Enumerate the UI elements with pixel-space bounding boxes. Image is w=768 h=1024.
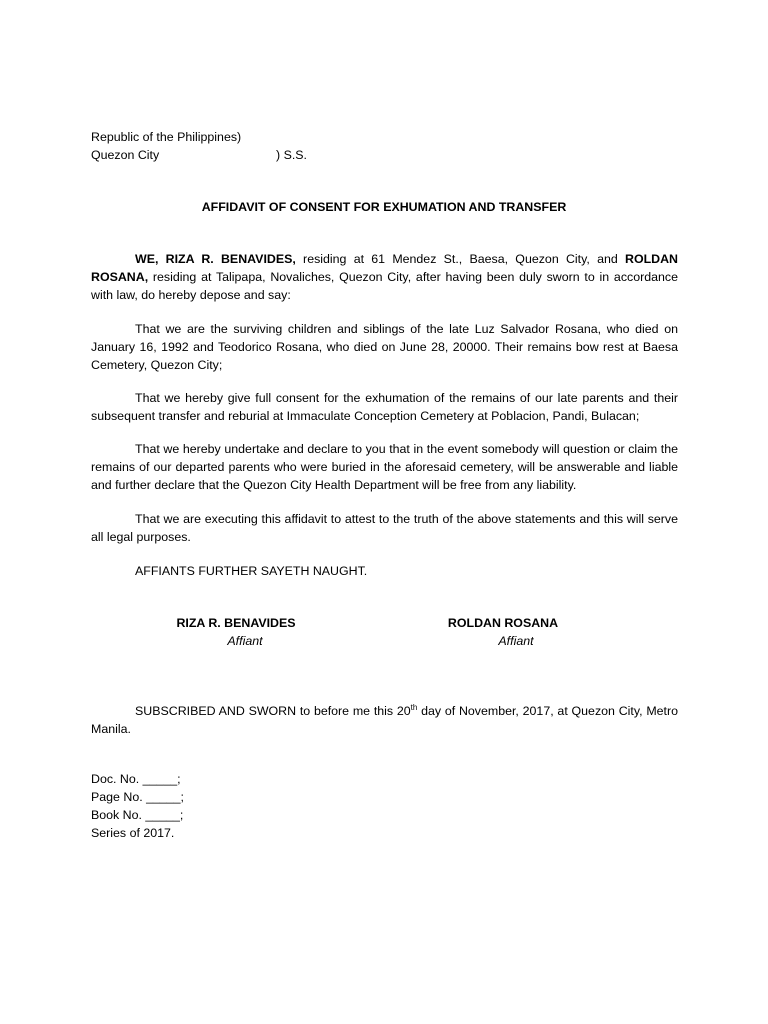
page-no: Page No. _____; — [91, 790, 185, 804]
signatory-2-name: ROLDAN ROSANA — [447, 616, 559, 630]
signatory-2-role: Affiant — [498, 634, 534, 648]
signatory-1-role: Affiant — [227, 634, 263, 648]
paragraph-1-text: That we are the surviving children and siblings of the late Luz Salvador Rosana, who died on January 16, 1992 and Teodorico Rosana, who died on June 28, 20000. Their remains bow rest at Baesa Cemetery, Quezon City; — [91, 322, 678, 372]
affiant-1-inline: WE, RIZA R. BENAVIDES, — [135, 252, 296, 266]
document-title: AFFIDAVIT OF CONSENT FOR EXHUMATION AND TRANSFER — [201, 200, 567, 214]
closing-statement: AFFIANTS FURTHER SAYETH NAUGHT. — [135, 564, 368, 578]
venue-line-1: Republic of the Philippines) — [91, 130, 242, 144]
book-no: Book No. _____; — [91, 808, 184, 822]
intro-paragraph — [91, 250, 678, 304]
paragraph-3-text: That we hereby undertake and declare to you that in the event somebody will question or claim the remains of our departed parents who were buried in the aforesaid cemetery, will be answerable and liable and further declare that the Quezon City Health Department will be free from any liability. — [91, 442, 678, 492]
paragraph-4 — [91, 510, 678, 546]
jurat-ordinal: th — [410, 702, 418, 712]
paragraph-2-text: That we hereby give full consent for the exhumation of the remains of our late parents and their subsequent transfer and reburial at Immaculate Conception Cemetery at Poblacion, Pandi, Bulacan; — [91, 391, 678, 423]
jurat — [91, 702, 678, 738]
series: Series of 2017. — [91, 826, 175, 840]
intro-text-1: residing at 61 Mendez St., Baesa, Quezon City, and — [295, 252, 625, 266]
signatory-1-name: RIZA R. BENAVIDES — [176, 616, 296, 630]
paragraph-1 — [91, 320, 678, 374]
affiant-2-inline: ROLDAN ROSANA, — [91, 252, 678, 284]
jurat-before: SUBSCRIBED AND SWORN to before me this 20 — [135, 704, 411, 718]
paragraph-4-text: That we are executing this affidavit to attest to the truth of the above statements and this will serve all legal purposes. — [91, 512, 678, 544]
paragraph-3 — [91, 440, 678, 494]
doc-no: Doc. No. _____; — [91, 772, 181, 786]
jurat-after: day of November, 2017, at Quezon City, Metro Manila. — [91, 704, 678, 736]
intro-text-2: residing at Talipapa, Novaliches, Quezon City, after having been duly sworn to in accordance with law, do hereby depose and say: — [91, 270, 678, 302]
venue-place: Quezon City — [91, 148, 160, 162]
venue-ss: ) S.S. — [276, 148, 307, 162]
paragraph-2 — [91, 389, 678, 425]
